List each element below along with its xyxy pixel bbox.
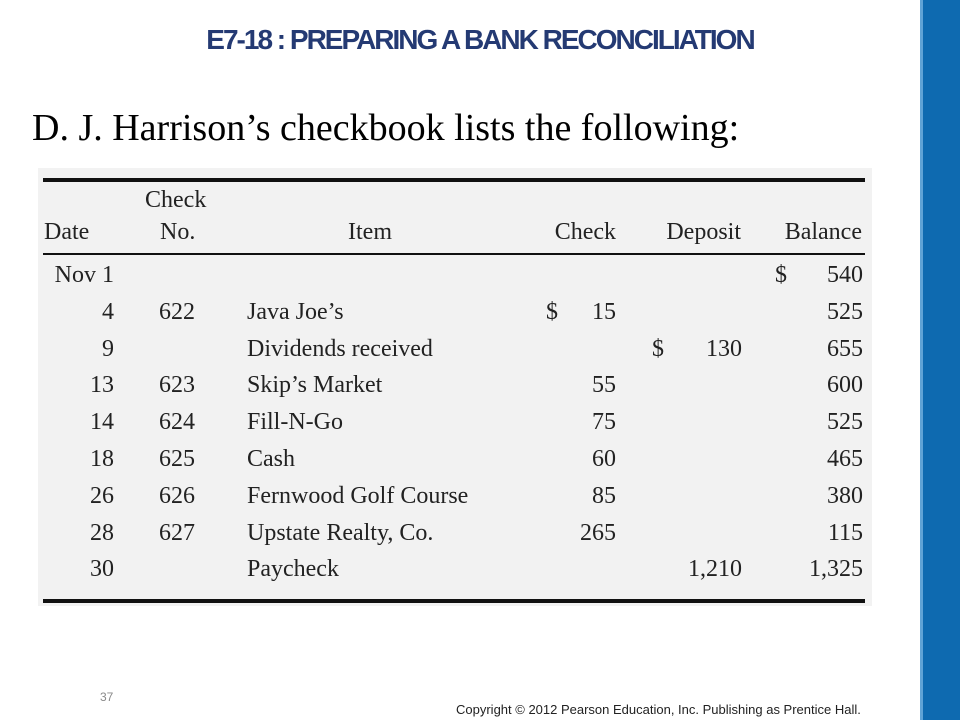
cell-item: Paycheck <box>247 556 339 583</box>
cell-balance: 380 <box>827 482 863 509</box>
side-accent-bar <box>920 0 960 720</box>
cell-date: Nov 1 <box>54 262 114 288</box>
header-check-no-line1: Check <box>145 187 207 213</box>
cell-check: 55 <box>592 372 616 399</box>
slide-title: E7-18 : PREPARING A BANK RECONCILIATION <box>206 24 754 55</box>
cell-check: 60 <box>592 446 616 472</box>
cell-item: Dividends received <box>247 335 433 362</box>
cell-deposit: 1,210 <box>688 556 742 583</box>
cell-check: 15 <box>592 298 616 325</box>
cell-check: 85 <box>592 482 616 509</box>
cell-balance: 525 <box>827 409 863 436</box>
cell-item: Skip’s Market <box>247 372 383 399</box>
cell-balance: 115 <box>827 519 863 546</box>
page-number: 37 <box>100 690 114 704</box>
cell-item: Upstate Realty, Co. <box>247 519 434 546</box>
cell-check-no: 625 <box>159 446 195 472</box>
cell-deposit: 130 <box>706 335 742 362</box>
cell-balance: 600 <box>827 372 863 399</box>
cell-date: 28 <box>90 519 114 546</box>
cell-date: 14 <box>90 409 114 436</box>
header-balance: Balance <box>784 219 862 245</box>
cell-balance: 1,325 <box>809 556 863 583</box>
header-check-no-line2: No. <box>160 219 196 245</box>
cell-item: Fernwood Golf Course <box>247 482 469 509</box>
cell-date: 26 <box>90 482 114 509</box>
cell-item: Java Joe’s <box>247 298 344 325</box>
cell-check-no: 626 <box>159 482 195 509</box>
side-accent-edge <box>920 0 923 720</box>
cell-check: 75 <box>592 409 616 436</box>
cell-check: 265 <box>580 519 616 546</box>
cell-date: 30 <box>90 556 114 583</box>
cell-balance: 465 <box>827 446 863 472</box>
cell-check-no: 624 <box>159 409 195 436</box>
cell-item: Cash <box>247 446 295 472</box>
header-date: Date <box>44 219 90 245</box>
table-bottom-rule <box>43 599 865 603</box>
cell-date: 18 <box>90 446 114 472</box>
cell-check-currency: $ <box>546 298 558 325</box>
table-top-rule <box>43 178 865 182</box>
cell-balance: 525 <box>827 298 863 325</box>
header-deposit: Deposit <box>666 219 741 245</box>
cell-balance: 655 <box>827 335 863 362</box>
cell-check-no: 627 <box>159 519 195 546</box>
cell-date: 9 <box>102 335 114 362</box>
slide-subtitle: D. J. Harrison’s checkbook lists the following: <box>32 107 740 149</box>
cell-date: 4 <box>102 298 114 325</box>
cell-check-no: 623 <box>159 372 195 399</box>
cell-item: Fill-N-Go <box>247 409 343 436</box>
header-item: Item <box>348 219 392 245</box>
cell-balance-currency: $ <box>775 262 787 288</box>
table-header-rule <box>43 253 865 255</box>
cell-check-no: 622 <box>159 298 195 325</box>
header-check: Check <box>554 219 616 245</box>
cell-deposit-currency: $ <box>652 335 664 362</box>
checkbook-table <box>38 168 872 606</box>
copyright-notice: Copyright © 2012 Pearson Education, Inc. Publishing as Prentice Hall. <box>456 702 861 717</box>
cell-date: 13 <box>90 372 114 399</box>
cell-balance: 540 <box>827 262 863 288</box>
